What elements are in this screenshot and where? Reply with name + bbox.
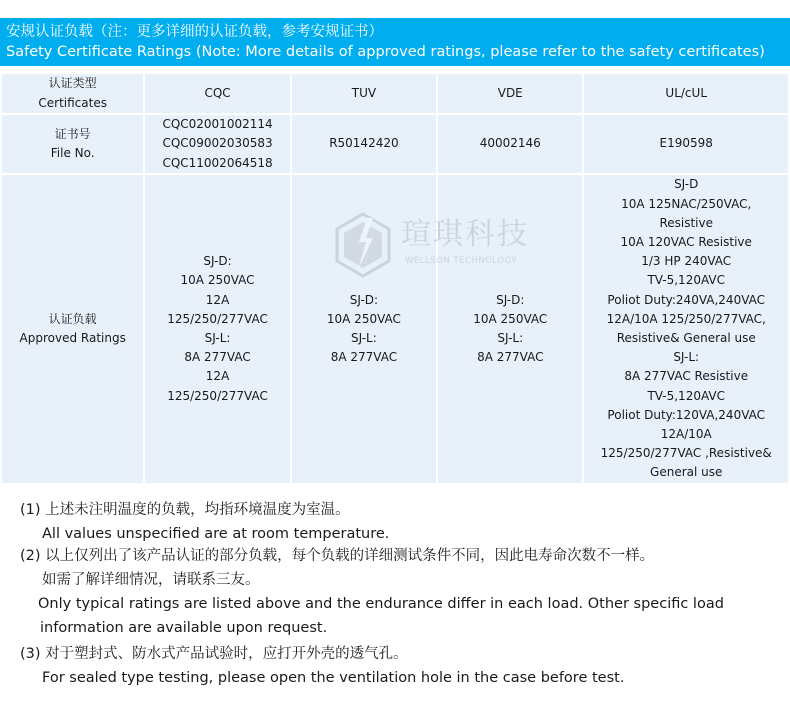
note-2-line-zh-2: 如需了解详细情况，请联系三友。 [42,572,260,588]
certificate-ratings-table [0,72,790,485]
row-label-file-no [2,115,143,173]
cell-line: 12A [205,292,230,307]
watermark-text-en: WELLSON TECHNOLOGY [405,256,517,266]
cell-line: 10A 250VAC [473,311,548,326]
cell-line: Poliot Duty:240VA,240VAC [607,292,766,307]
cell-line: 12A/10A [660,427,712,442]
label-en: File No. [50,146,95,160]
note-3-line-en: For sealed type testing, please open the ventilation hole in the case before test. [42,670,625,686]
cell-line: SJ-D: [203,254,232,269]
column-header-vde: VDE [438,74,582,113]
label-zh: 认证负载 [48,311,97,326]
cell-line: 40002146 [479,136,541,151]
cell-line: SJ-D: [349,292,379,307]
label-en: Approved Ratings [19,331,126,345]
cell-line: 10A 125NAC/250VAC, [621,196,752,211]
file-no-tuv [292,115,436,173]
cell-line: E190598 [659,136,713,151]
column-header-ul: UL/cUL [584,74,788,113]
cell-line: CQC11002064518 [162,155,273,170]
row-label-certificates [2,74,143,113]
title-chinese: 安规认证负载（注：更多详细的认证负载，参考安规证书） [6,24,383,40]
cell-line: SJ-L: [673,350,700,365]
label-en: Certificates [38,95,107,110]
note-1-line-zh: (1) 上述未注明温度的负载，均指环境温度为室温。 [20,502,350,518]
cell-line: Resistive [659,215,713,230]
cell-line: General use [650,465,723,480]
cell-line: 10A 250VAC [326,311,401,326]
column-header-cqc: CQC [145,74,289,113]
cell-line: SJ-D: [496,292,525,307]
cell-line: 125/250/277VAC [167,311,268,326]
ratings-cqc [145,175,289,483]
cell-line: SJ-L: [497,331,524,345]
cell-line: 10A 250VAC [180,273,255,288]
cell-line: 8A 277VAC [184,350,251,365]
cell-line: Resistive& General use [616,331,756,345]
table-row-file-no [2,115,788,173]
title-banner [0,18,790,66]
cell-line: TV-5,120AVC [647,273,725,288]
ratings-vde [438,175,582,483]
cell-line: TV-5,120AVC [647,388,725,403]
cell-line: CQC09002030583 [162,136,273,151]
cell-line: CQC02001002114 [162,117,273,132]
cell-line: 125/250/277VAC [167,388,268,403]
ratings-tuv [292,175,436,483]
cell-line: SJ-L: [204,331,231,345]
cell-line: 12A [205,369,230,384]
label-zh: 认证类型 [48,76,97,91]
cell-line: 8A 277VAC [330,350,398,365]
ratings-ul [584,175,788,483]
cell-line: 8A 277VAC Resistive [624,369,749,384]
label-zh: 证书号 [54,126,91,141]
note-2-line-zh: (2) 以上仅列出了该产品认证的部分负载，每个负载的详细测试条件不同，因此电寿命次数不一样。 [20,548,655,564]
cell-line: Poliot Duty:120VA,240VAC [607,407,766,422]
note-2-line-en-2: information are available upon request. [40,620,328,636]
cell-line: R50142420 [329,136,399,151]
table-row-approved-ratings [2,175,788,483]
cell-line: 8A 277VAC [477,350,544,365]
file-no-cqc [145,115,289,173]
note-3-line-zh: (3) 对于塑封式、防水式产品试验时，应打开外壳的透气孔。 [20,646,408,662]
cell-line: 10A 120VAC Resistive [620,234,752,249]
file-no-ul [584,115,788,173]
title-english: Safety Certificate Ratings (Note: More details of approved ratings, please refer to the safety certificates) [6,44,765,60]
cell-line: SJ-D [674,177,699,192]
cell-line: 12A/10A 125/250/277VAC, [606,311,766,326]
watermark-text-zh: 瑄琪科技 [401,217,529,252]
note-1-line-en: All values unspecified are at room temperature. [42,526,390,542]
cell-line: SJ-L: [351,331,377,345]
column-header-tuv: TUV [292,74,436,113]
table-header-row [2,74,788,113]
file-no-vde [438,115,582,173]
cell-line: 1/3 HP 240VAC [641,254,732,269]
row-label-approved-ratings [2,175,143,483]
note-2-line-en: Only typical ratings are listed above and the endurance differ in each load. Other specific load [38,596,724,612]
cell-line: 125/250/277VAC ,Resistive& [600,446,772,461]
